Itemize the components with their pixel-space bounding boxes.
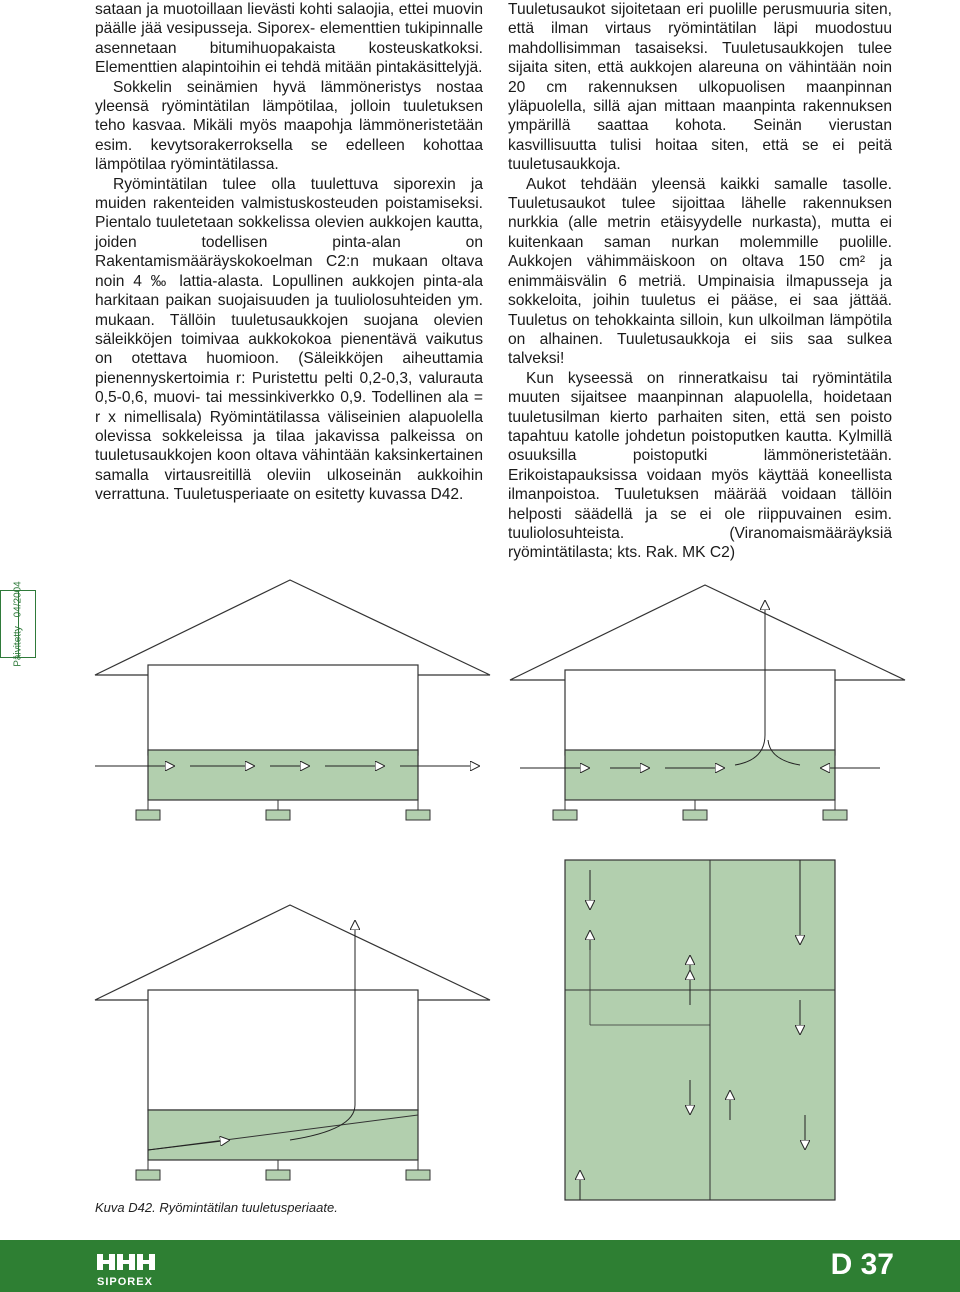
house-flat-crawlspace: [95, 580, 490, 820]
right-column: [508, 0, 892, 563]
crawlspace: [148, 750, 418, 800]
crawlspace: [148, 1110, 418, 1160]
house-exhaust-pipe: [510, 585, 905, 820]
house-walls: [565, 670, 835, 755]
house-sloped-crawlspace: [95, 905, 490, 1180]
floor-plan: [565, 860, 835, 1200]
logo-text: SIPOREX: [97, 1276, 153, 1288]
right-paragraph-2: Aukot tehdään yleensä kaikki samalle tasolle. Tuuletusaukot tulee sijoittaa lähelle rakennuksen nurkkia (alle metrin etäisyydelle nurkasta), mutta ei kuitenkaan saman nurkan molemmille puolille. Aukkojen vähimmäiskoon on oltava 150 cm² ja enimmäisvälin 6 metriä. Umpinaisia ilmapusseja ja sokkeloita, joihin tuuletus ei pääse, ei saa jättää. Tuuletus on tehokkainta silloin, kun ulkoilman lämpötila on alhainen. Tuuletusaukkoja ei siis saa sulkea talveksi!: [508, 175, 892, 368]
left-column: [95, 0, 483, 505]
footing-left: [553, 810, 577, 820]
left-paragraph-2: Sokkelin seinämien hyvä lämmöneristys nostaa yleensä ryömintätilan lämpötilaa, jolloin tuuletuksen teho kasvaa. Mikäli myös maapohja lämmöneristetään esim. kevytsorakerroksella se edelleen kohottaa lämpötilaa ryömintätilassa.: [95, 78, 483, 174]
figure-caption: Kuva D42. Ryömintätilan tuuletusperiaate.: [95, 1200, 338, 1215]
plan-outline: [565, 860, 835, 1200]
stamp-updated: Päivitetty: [12, 626, 24, 667]
stamp-date: 04/2004: [12, 581, 24, 618]
left-paragraph-3: Ryömintätilan tulee olla tuulettuva siporexin ja muiden rakenteiden valmistuskosteuden poistamiseksi. Pientalo tuuletetaan sokkelissa olevien aukkojen kautta, joiden todellisen pinta-alan on Rakentamismääräyskokoelman C2:n mukaan oltava noin 4 ‰ lattia-alasta. Lopullinen aukkojen pinta-ala harkitaan paikan suojaisuuden ja tuuliolosuhteiden ym. mukaan. Tällöin tuuletusaukkojen suojana olevien säleikköjen toimivaa aukkokokoa pienentävä vaikutus on otettava huomioon. (Säleikköjen aiheuttamia pienennyskertoimia r: Puristettu pelti 0,2-0,3, valurauta 0,5-0,6, muovi- tai messinkiverkko 0,9. Todellinen ala = r x nimellisala) Ryömintätilassa väliseinien alapuolella olevissa sokkeleissa ja tilaa jakavissa palkeissa on tuuletusaukkojen koon oltava vähintään kaksinkertainen samalla virtausreitillä oleviin ulkoseinän aukkoihin verrattuna. Tuuletusperiaate on esitetty kuvassa D42.: [95, 175, 483, 504]
left-paragraph-1: sataan ja muotoillaan lievästi kohti salaojia, ettei muovin päälle jää vesipusseja. Siporex- elementtien tukipinnalle asennetaan bitumihuopakaista kosteuskatkoksi. Elementtien alapintoihin ei tehdä mitään pintakäsittelyjä.: [95, 1, 483, 77]
roof: [510, 585, 905, 680]
crawlspace: [565, 750, 835, 800]
roof: [95, 905, 490, 1000]
ventilation-diagram: [0, 560, 960, 1220]
right-paragraph-3: Kun kyseessä on rinneratkaisu tai ryömintätila muuten sijaitsee maanpinnan alapuolella, hoidetaan tuuletusilman kierto parhaiten siten, että sen poisto tapahtuu katolle johdetun poistoputken kautta. Kylmillä osuuksilla poistoputki lämmöneristetään. Erikoistapauksissa voidaan myös käyttää koneellista ilmanpoistoa. Tuuletuksen määrää voidaan tällöin helposti säädellä ja se ei ole riippuvainen esim. tuuliolosuhteista. (Viranomaismääräyksiä ryömintätilasta; kts. Rak. MK C2): [508, 369, 892, 562]
roof: [95, 580, 490, 675]
footing-mid: [266, 810, 290, 820]
house-walls: [148, 665, 418, 755]
footing-mid: [266, 1170, 290, 1180]
house-walls: [148, 990, 418, 1110]
footing-right: [406, 1170, 430, 1180]
footing-mid: [683, 810, 707, 820]
footing-left: [136, 810, 160, 820]
footing-right: [823, 810, 847, 820]
right-paragraph-1: Tuuletusaukot sijoitetaan eri puolille perusmuuria siten, että ilman virtaus ryömintätilan läpi muodostuu mahdollisimman tasaiseksi. Tuuletusaukkojen tulee sijaita siten, että aukkojen alareuna on vähintään noin 20 cm rakennuksen ulkopuolisen maanpinnan yläpuolella, sillä ajan mittaan maanpinta rakennuksen ympärillä saattaa kohota. Seinän vierustan kasvillisuutta tulisi hoitaa siten, että se ei peitä tuuletusaukkoja.: [508, 1, 892, 174]
page-number: D 37: [830, 1248, 894, 1281]
footing-right: [406, 810, 430, 820]
footing-left: [136, 1170, 160, 1180]
